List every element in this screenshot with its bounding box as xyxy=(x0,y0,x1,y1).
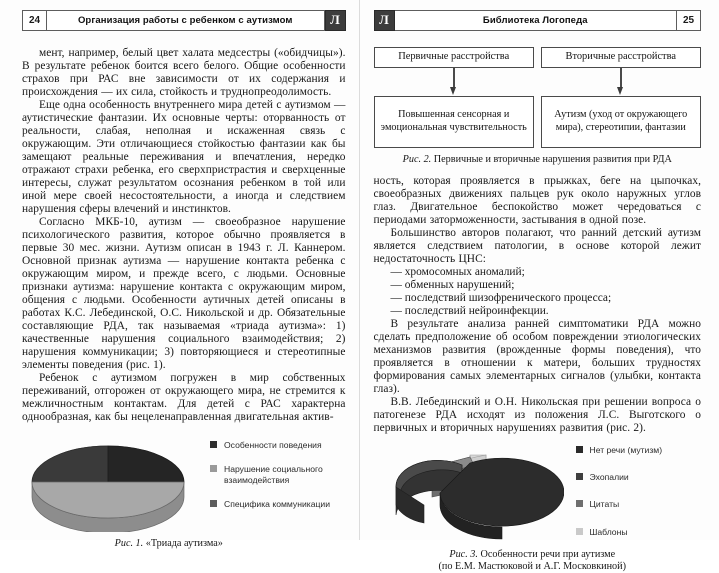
figure-2-right-top-box: Вторичные расстройства xyxy=(541,47,701,68)
left-running-head xyxy=(22,10,346,31)
left-page xyxy=(0,0,360,540)
figure-3-chart-row xyxy=(374,443,702,543)
legend-label: Особенности поведения xyxy=(224,440,322,450)
legend-swatch-icon xyxy=(210,500,217,507)
figure-2-left-bottom-box: Повышенная сенсорная и эмоциональная чувствительность xyxy=(374,96,534,148)
figure-3-caption xyxy=(364,549,702,573)
legend-label: Нет речи (мутизм) xyxy=(590,445,663,455)
legend-item xyxy=(210,440,342,450)
figure-3-legend xyxy=(576,445,663,538)
legend-label: Специфика коммуникации xyxy=(224,499,330,509)
right-running-head xyxy=(374,10,702,31)
figure-1-legend xyxy=(210,440,342,510)
pie-chart-speech-svg xyxy=(374,443,564,543)
publisher-logo-icon xyxy=(374,10,395,31)
left-paragraph-2: Еще одна особенность внутреннего мира детей с аутизмом — аутистические фантазии. Их основные черты: оторванность от реальности, слабая, неполная и искаженная связь с окружающим. Эти отличающиеся стойкостью фантазии как бы замещают реальные переживания и впечатления, нередко отражают страхи ребенка, его сверхпристрастия и сверхценные интересы, служат результатом осознания ребенком в той или иной мере своей несостоятельности, а иногда и следствием нарушения сферы влечений и инстинктов. xyxy=(22,99,346,216)
legend-label: Нарушение социального взаимодействия xyxy=(224,464,342,485)
legend-label: Эхопалии xyxy=(590,472,629,482)
legend-label: Цитаты xyxy=(590,499,620,509)
publisher-logo-glyph: Л xyxy=(379,13,389,26)
right-list-item: — последствий нейроинфекции. xyxy=(374,305,702,318)
left-paragraph-1: мент, например, белый цвет халата медсестры («обидчицы»). В результате ребенок боится всего белого. Общие особенности страхов при РАС вне зависимости от их содержания и происхождения — их сила, стойкость и труднопреодолимость. xyxy=(22,47,346,99)
figure-2-caption xyxy=(374,154,702,166)
left-paragraph-4: Ребенок с аутизмом погружен в мир собственных переживаний, отгорожен от окружающего мира, не стремится к межличностным контактам. Для детей с РАС характерна однообразная, как бы нецеленаправленная двигательная актив- xyxy=(22,372,346,424)
figure-3-caption-text: Особенности речи при аутизме xyxy=(480,549,615,560)
right-page-number: 25 xyxy=(677,10,701,31)
figure-2 xyxy=(374,47,702,166)
figure-2-right-branch xyxy=(541,47,701,148)
figure-2-left-branch xyxy=(374,47,534,148)
right-running-head-title: Библиотека Логопеда xyxy=(395,10,678,31)
legend-item xyxy=(576,445,663,455)
figure-2-flow-row xyxy=(374,47,702,148)
right-list-item: — хромосомных аномалий; xyxy=(374,266,702,279)
figure-1-caption-text: «Триада аутизма» xyxy=(146,538,223,549)
down-arrow-icon xyxy=(616,68,625,96)
down-arrow-icon xyxy=(449,68,458,96)
legend-swatch-icon xyxy=(576,473,583,480)
right-paragraph-2: Большинство авторов полагают, что ранний детский аутизм является следствием патологии, в основе которой лежит недостаточность ЦНС: xyxy=(374,227,702,266)
legend-label: Шаблоны xyxy=(590,527,628,537)
legend-item xyxy=(210,499,342,509)
right-list-item: — обменных нарушений; xyxy=(374,279,702,292)
right-paragraph-4: В.В. Лебединский и О.Н. Никольская при решении вопроса о патогенезе РДА исходят из положения Л.С. Выготского о первичных и вторичных нарушениях развития (рис. 2). xyxy=(374,396,702,435)
legend-item xyxy=(576,499,663,509)
figure-3-caption-line2: (по Е.М. Мастюковой и А.Г. Московкиной) xyxy=(364,561,702,573)
left-paragraph-3: Согласно МКБ-10, аутизм — своеобразное нарушение психологического развития, которое обычно проявляется в первые 30 мес. жизни. Аутизм описан в 1943 г. Л. Каннером. Основной признак аутизма — нарушение контакта ребенка с окружающим миром, и прежде всего, с людьми. Основные признаки аутизма: нарушение контакта с окружающим миром, общения с людьми. Особенности аутичных детей описаны в работах К.С. Лебединской, О.С. Никольской и др. Обязательные составляющие РДА, так называемая «триада аутизма»: 1) качественные нарушения социального взаимодействия; 2) нарушения коммуникации; 3) повторяющиеся и стереотипные элементы поведения (рис. 1). xyxy=(22,216,346,372)
legend-item xyxy=(576,472,663,482)
right-paragraph-1: ность, которая проявляется в прыжках, беге на цыпочках, своеобразных движениях пальцев рук около наружных углов глаз. Двигательное беспокойство может чередоваться с периодами заторможенности, застывания в одной позе. xyxy=(374,175,702,227)
figure-1-caption-prefix: Рис. 1. xyxy=(115,538,144,549)
legend-item xyxy=(576,527,663,537)
legend-item xyxy=(210,464,342,485)
figure-2-caption-prefix: Рис. 2. xyxy=(403,154,432,165)
figure-1-chart-row xyxy=(22,434,346,532)
right-paragraph-3: В результате анализа ранней симптоматики РДА можно сделать предположение об особом повреждении этиологических механизмов развития (врожденные формы поведения), что проявляется в отношении к матери, больших трудностях формирования самых элементарных сигналов (улыбки, контакта глаз). xyxy=(374,318,702,396)
legend-swatch-icon xyxy=(210,441,217,448)
figure-3 xyxy=(374,443,702,573)
figure-2-caption-text: Первичные и вторичные нарушения развития при РДА xyxy=(434,154,672,165)
pie-chart-triad-svg xyxy=(22,434,194,532)
left-running-head-title: Организация работы с ребенком с аутизмом xyxy=(47,10,325,31)
figure-1 xyxy=(22,434,346,550)
publisher-logo-glyph: Л xyxy=(330,13,340,26)
figure-3-pie-chart xyxy=(374,443,564,543)
legend-swatch-icon xyxy=(210,465,217,472)
legend-swatch-icon xyxy=(576,446,583,453)
figure-2-right-bottom-box: Аутизм (уход от окружающего мира), стереотипии, фантазии xyxy=(541,96,701,148)
right-page xyxy=(360,0,719,540)
figure-3-caption-line1 xyxy=(364,549,702,561)
figure-2-left-top-box: Первичные расстройства xyxy=(374,47,534,68)
left-page-number: 24 xyxy=(22,10,47,31)
publisher-logo-icon xyxy=(325,10,346,31)
legend-swatch-icon xyxy=(576,528,583,535)
figure-3-caption-prefix: Рис. 3. xyxy=(449,549,478,560)
legend-swatch-icon xyxy=(576,500,583,507)
figure-1-pie-chart xyxy=(22,434,194,532)
right-list-item: — последствий шизофренического процесса; xyxy=(374,292,702,305)
